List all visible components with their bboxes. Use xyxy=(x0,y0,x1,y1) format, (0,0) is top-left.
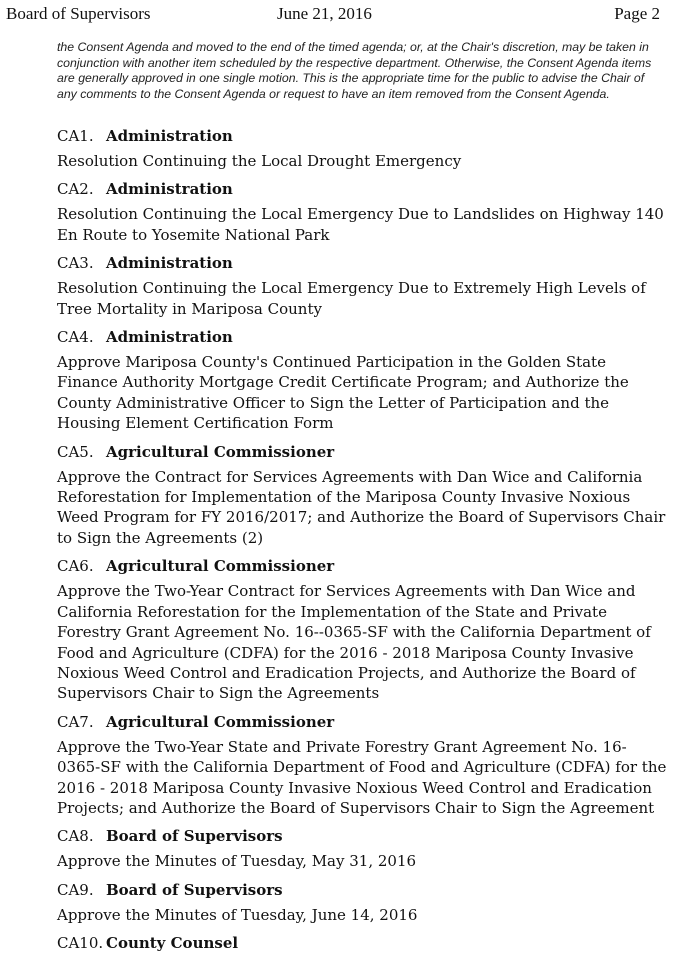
header-board-name: Board of Supervisors xyxy=(6,4,151,23)
agenda-item-heading xyxy=(57,556,667,576)
agenda-item-description: Approve the Two-Year State and Private Forestry Grant Agreement No. 16-0365-SF with the California Department of Food and Agriculture (CDFA) for the 2016 - 2018 Mariposa County Invasive Noxious Weed Control and Eradication Projects; and Authorize the Board of Supervisors Chair to Sign the Agreement xyxy=(57,737,667,817)
agenda-item-code: CA8. xyxy=(57,827,94,846)
agenda-item xyxy=(57,327,667,434)
agenda-item-code: CA7. xyxy=(57,712,94,731)
agenda-item-department: Administration xyxy=(106,180,233,199)
agenda-item-description: Resolution Continuing the Local Emergency Due to Landslides on Highway 140 En Route to Yosemite National Park xyxy=(57,205,664,244)
agenda-item-description: Approve the Two-Year Contract for Services Agreements with Dan Wice and California Reforestation for the Implementation of the State and Private Forestry Grant Agreement No. 16--0365-SF with the California Department of Food and Agriculture (CDFA) for the 2016 - 2018 Mariposa County Invasive Noxious Weed Control and Eradication Projects, and Authorize the Board of Supervisors Chair to Sign the Agreements xyxy=(57,582,651,703)
consent-agenda-items xyxy=(57,126,667,958)
header-date: June 21, 2016 xyxy=(277,4,372,23)
agenda-item-department: Agricultural Commissioner xyxy=(106,712,335,731)
agenda-item-heading xyxy=(57,826,667,846)
agenda-item-department: Agricultural Commissioner xyxy=(106,442,335,461)
agenda-item-heading xyxy=(57,880,667,900)
consent-agenda-intro: the Consent Agenda and moved to the end of the timed agenda; or, at the Chair's discretion, may be taken in conjunction with another item scheduled by the respective department. Otherwise, the Consent Agenda items are generally approved in one single motion. This is the appropriate time for the public to advise the Chair of any comments to the Consent Agenda or request to have an item removed from the Consent Agenda. xyxy=(57,40,652,101)
agenda-item-heading xyxy=(57,327,667,347)
agenda-item-department: Administration xyxy=(106,328,233,347)
agenda-item-heading xyxy=(57,126,667,146)
agenda-item xyxy=(57,253,667,319)
agenda-item xyxy=(57,442,667,549)
agenda-item xyxy=(57,126,667,171)
page-header xyxy=(6,4,660,24)
agenda-item xyxy=(57,712,667,819)
header-page-number: Page 2 xyxy=(614,4,660,23)
agenda-item-code: CA9. xyxy=(57,880,94,899)
agenda-item-heading xyxy=(57,933,667,953)
agenda-item-code: CA1. xyxy=(57,127,94,145)
agenda-item-description: Approve the Minutes of Tuesday, May 31, 2016 xyxy=(57,852,417,871)
agenda-item xyxy=(57,933,667,953)
agenda-item-description: Resolution Continuing the Local Emergency Due to Extremely High Levels of Tree Mortality in Mariposa County xyxy=(57,279,646,318)
agenda-item-heading xyxy=(57,442,667,462)
agenda-item-heading xyxy=(57,179,667,199)
agenda-item-description: Approve the Minutes of Tuesday, June 14, 2016 xyxy=(57,905,418,924)
agenda-item xyxy=(57,880,667,925)
agenda-item-description: Resolution Continuing the Local Drought Emergency xyxy=(57,152,462,170)
agenda-item xyxy=(57,179,667,245)
agenda-item-department: County Counsel xyxy=(106,934,239,953)
agenda-item-department: Administration xyxy=(106,127,233,145)
agenda-item-code: CA3. xyxy=(57,254,94,273)
agenda-item-department: Administration xyxy=(106,254,233,273)
agenda-item-heading xyxy=(57,253,667,273)
agenda-item-heading xyxy=(57,712,667,732)
agenda-item-code: CA5. xyxy=(57,442,94,461)
agenda-item-code: CA2. xyxy=(57,180,94,199)
agenda-item-code: CA10. xyxy=(57,934,104,953)
agenda-item-description: Approve Mariposa County's Continued Participation in the Golden State Finance Authority Mortgage Credit Certificate Program; and Authorize the County Administrative Officer to Sign the Letter of Participation and the Housing Element Certification Form xyxy=(57,353,629,433)
agenda-item-department: Board of Supervisors xyxy=(106,880,283,899)
agenda-item xyxy=(57,826,667,871)
agenda-item-code: CA6. xyxy=(57,557,94,576)
agenda-item-department: Agricultural Commissioner xyxy=(106,557,335,576)
agenda-item-code: CA4. xyxy=(57,328,94,347)
agenda-item xyxy=(57,556,667,703)
agenda-item-department: Board of Supervisors xyxy=(106,827,283,846)
agenda-item-description: Approve the Contract for Services Agreements with Dan Wice and California Reforestation for Implementation of the Mariposa County Invasive Noxious Weed Program for FY 2016/2017; and Authorize the Board of Supervisors Chair to Sign the Agreements (2) xyxy=(57,467,666,547)
